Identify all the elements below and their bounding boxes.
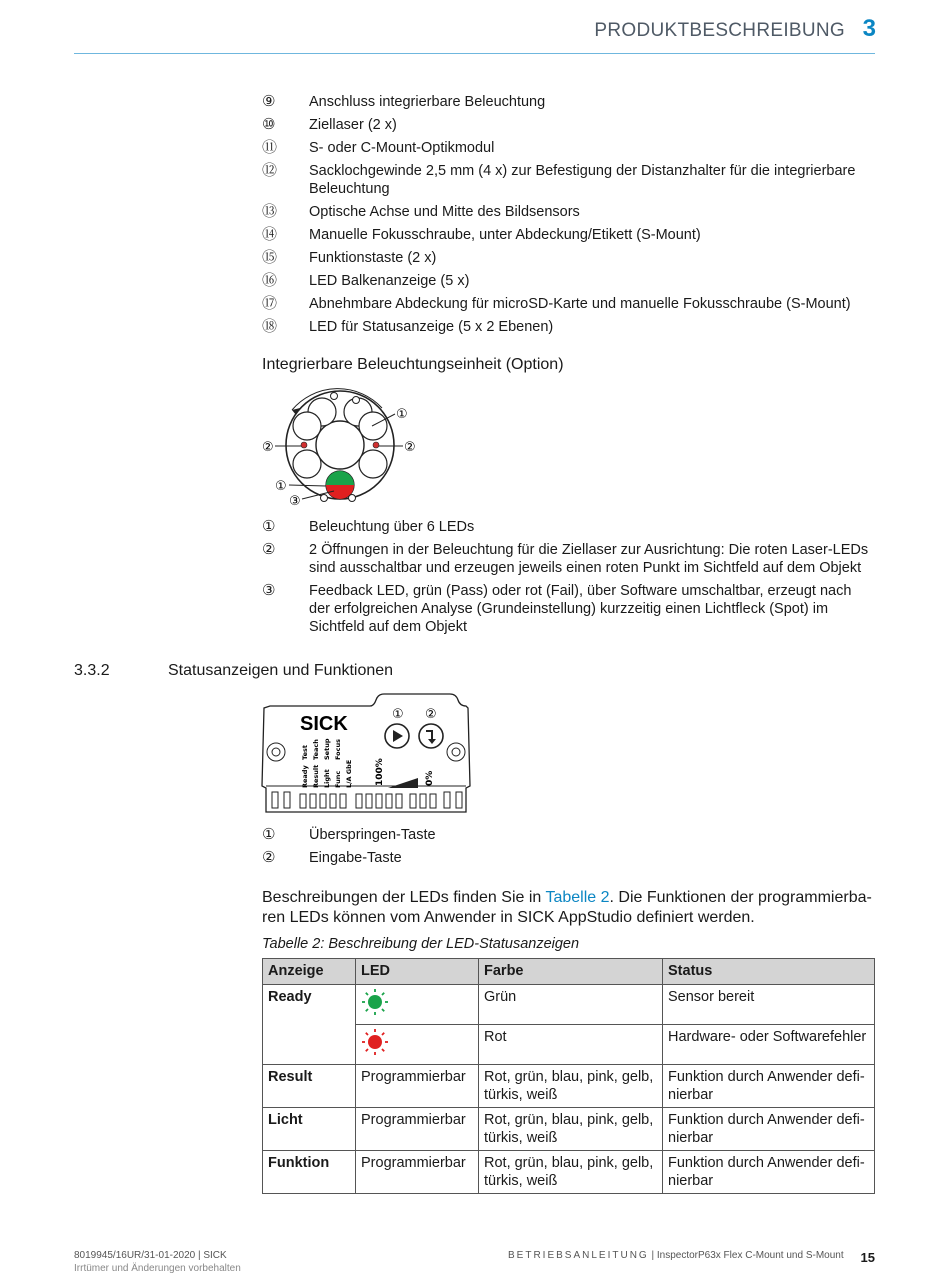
section-title: Statusanzeigen und Funktionen — [168, 662, 394, 679]
list-item: ③ Feedback LED, grün (Pass) oder rot (Fail), über Software umschaltbar, erzeugt nach der erfolgreichen Analyse (Grundeinstellung) kurzzeitig einen Lichtfleck (Spot) im Sichtfeld auf dem Objekt — [262, 582, 852, 635]
led-lens — [293, 412, 321, 440]
table-cell-status: Sensor bereit — [663, 985, 875, 1025]
table-cell-farbe: Rot, grün, blau, pink, gelb, türkis, weiß — [479, 1065, 663, 1108]
screw-hole — [349, 495, 356, 502]
led-status-table — [262, 958, 875, 1194]
list-item: ② Eingabe-Taste — [262, 849, 402, 866]
led-lens — [293, 450, 321, 478]
section-number: 3.3.2 — [74, 662, 110, 679]
list-item: ⑯ LED Balkenanzeige (5 x) — [262, 272, 470, 289]
led-lens — [359, 450, 387, 478]
table-caption: Tabelle 2: Beschreibung der LED-Statusanzeigen — [262, 936, 580, 952]
list-item: ⑬ Optische Achse und Mitte des Bildsensors — [262, 203, 580, 220]
column-header: LED — [356, 959, 479, 985]
cooling-fins — [272, 792, 462, 808]
list-item: ⑭ Manuelle Fokusschraube, unter Abdeckung/Etikett (S-Mount) — [262, 226, 701, 243]
list-item: ② 2 Öffnungen in der Beleuchtung für die Ziellaser zur Ausrichtung: Die roten Laser-LEDs sind ausschaltbar und erzeugen jeweils einen roten Punkt im Sichtfeld auf dem Objekt — [262, 541, 869, 576]
table-cell-led — [356, 1025, 479, 1065]
footer-disclaimer: Irrtümer und Änderungen vorbehalten — [74, 1263, 241, 1274]
list-item: ① Beleuchtung über 6 LEDs — [262, 518, 475, 535]
table-cell-anzeige: Result — [263, 1065, 356, 1108]
svg-text:Func: Func — [334, 770, 342, 788]
footer-doc-title: BETRIEBSANLEITUNG | InspectorP63x Flex C-Mount und S-Mount — [508, 1250, 844, 1261]
sick-logo: SICK — [300, 713, 348, 735]
table-row — [263, 985, 875, 1025]
table-cell-farbe: Rot — [479, 1025, 663, 1065]
aiming-laser-opening — [301, 442, 307, 448]
column-header: Status — [663, 959, 875, 985]
center-optic — [316, 421, 364, 469]
table-header-row — [263, 959, 875, 985]
table-cell-status: Funktion durch Anwender defi-nierbar — [663, 1108, 875, 1151]
callout-2-right: ② — [404, 440, 416, 455]
list-item: ⑱ LED für Statusanzeige (5 x 2 Ebenen) — [262, 318, 554, 335]
callout-2: ② — [425, 707, 437, 722]
table-cell-led — [356, 985, 479, 1025]
list-item: ⑨ Anschluss integrierbare Beleuchtung — [262, 93, 546, 110]
led-description-paragraph: Beschreibungen der LEDs finden Sie in Tabelle 2. Die Funktionen der programmierba-ren LEDs können vom Anwender in SICK AppStudio definiert werden. — [262, 889, 872, 926]
callout-1: ① — [275, 479, 287, 494]
table-cell-status: Funktion durch Anwender defi-nierbar — [663, 1065, 875, 1108]
list-item: ① Überspringen-Taste — [262, 826, 436, 843]
callout-1: ① — [396, 407, 408, 422]
table-2-link[interactable]: Tabelle 2 — [545, 889, 610, 906]
column-header: Anzeige — [263, 959, 356, 985]
table-row — [263, 1108, 875, 1151]
callout-2-left: ② — [262, 440, 274, 455]
table-cell-farbe: Rot, grün, blau, pink, gelb, türkis, weiß — [479, 1108, 663, 1151]
table-cell-farbe: Grün — [479, 985, 663, 1025]
bar-min-label: 0% — [425, 770, 435, 786]
screw-hole — [353, 397, 360, 404]
svg-text:Setup: Setup — [323, 738, 331, 760]
led-green-icon — [361, 988, 389, 1016]
led-red-icon — [361, 1028, 389, 1056]
svg-text:Teach: Teach — [312, 739, 320, 760]
table-cell-status: Hardware- oder Softwarefehler — [663, 1025, 875, 1065]
list-item: ⑰ Abnehmbare Abdeckung für microSD-Karte und manuelle Fokusschraube (S-Mount) — [262, 295, 851, 312]
table-cell-led: Programmierbar — [356, 1108, 479, 1151]
table-cell-farbe: Rot, grün, blau, pink, gelb, türkis, weiß — [479, 1151, 663, 1194]
list-item: ⑮ Funktionstaste (2 x) — [262, 249, 437, 266]
table-row — [263, 1151, 875, 1194]
svg-text:Result: Result — [312, 764, 320, 788]
svg-text:Light: Light — [323, 769, 331, 788]
list-item: ⑪ S- oder C-Mount-Optikmodul — [262, 139, 495, 156]
page-number: 15 — [860, 1250, 875, 1265]
screw-hole — [321, 495, 328, 502]
header-divider — [74, 53, 875, 54]
table-cell-led: Programmierbar — [356, 1151, 479, 1194]
callout-1: ① — [392, 707, 404, 722]
screw-hole — [331, 393, 338, 400]
section-header-title: PRODUKTBESCHREIBUNG — [594, 20, 845, 41]
illumination-heading: Integrierbare Beleuchtungseinheit (Option) — [262, 356, 564, 373]
list-item: ⑫ Sacklochgewinde 2,5 mm (4 x) zur Befestigung der Distanzhalter für die integrierbare Beleuchtung — [262, 162, 856, 197]
footer-doc-id: 8019945/16UR/31-01-2020 | SICK — [74, 1250, 227, 1261]
list-item: ⑩ Ziellaser (2 x) — [262, 116, 397, 133]
table-row — [263, 1065, 875, 1108]
svg-text:Focus: Focus — [334, 739, 342, 760]
table-cell-led: Programmierbar — [356, 1065, 479, 1108]
column-header: Farbe — [479, 959, 663, 985]
callout-3: ③ — [289, 494, 301, 509]
svg-text:Ready: Ready — [301, 765, 309, 788]
status-panel-diagram — [260, 690, 474, 818]
svg-text:L/A GbE: L/A GbE — [345, 759, 353, 788]
aiming-laser-opening — [373, 442, 379, 448]
illumination-unit-diagram — [258, 384, 418, 510]
svg-text:Test: Test — [301, 745, 309, 760]
table-cell-anzeige: Licht — [263, 1108, 356, 1151]
bar-max-label: 100% — [375, 758, 385, 786]
table-cell-anzeige: Ready — [263, 985, 356, 1065]
section-header-number: 3 — [862, 15, 876, 42]
table-cell-anzeige: Funktion — [263, 1151, 356, 1194]
table-cell-status: Funktion durch Anwender defi-nierbar — [663, 1151, 875, 1194]
